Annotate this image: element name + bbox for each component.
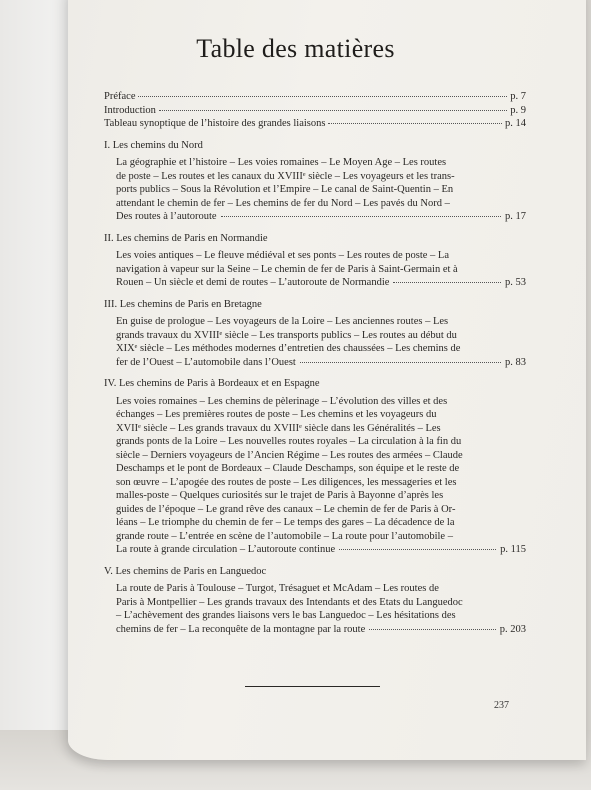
chapter-page: p. 17 [505,211,526,222]
toc-content [104,90,526,636]
summary-line: En guise de prologue – Les voyageurs de la Loire – Les anciennes routes – Les [116,316,449,327]
chapter-title[interactable]: II. Les chemins de Paris en Normandie [104,232,268,244]
chapter-section [104,139,526,224]
leader-dots [328,123,502,124]
summary-line: grands ponts de la Loire – Les nouvelles routes royales – La circulation à la fin du [116,436,462,447]
leader-dots [300,362,501,363]
summary-line: – L’achèvement des grandes liaisons vers le bas Languedoc – Les hésitations des [116,610,456,621]
summary-line: son œuvre – L’apogée des routes de poste – Les diligences, les messageries et les [116,476,457,488]
chapter-page: p. 203 [499,623,526,635]
summary-last-line[interactable] [116,276,526,290]
toc-entry-page: p. 9 [510,104,526,116]
chapter-summary [104,315,526,369]
chapter-page: p. 53 [505,277,526,288]
leader-dots [393,282,501,283]
chapter-section [104,565,526,637]
divider-rule [245,686,380,687]
leader-dots [138,96,507,97]
summary-line: attendant le chemin de fer – Les chemins de fer du Nord – Les pavés du Nord – [116,197,450,209]
toc-entry-label: Tableau synoptique de l’histoire des grandes liaisons [104,118,326,129]
chapter-title[interactable]: I. Les chemins du Nord [104,139,203,151]
leader-dots [369,629,495,630]
chapter-title[interactable]: III. Les chemins de Paris en Bretagne [104,298,262,310]
summary-line: siècle – Derniers voyageurs de l’Ancien Régime – Les routes des armées – Claude [116,449,463,461]
summary-line: XVIIᵉ siècle – Les grands travaux du XVIIIᵉ siècle dans les Généralités – Les [116,422,441,434]
summary-line: de poste – Les routes et les canaux du XVIIIᵉ siècle – Les voyageurs et les trans- [116,170,455,182]
summary-last-line[interactable] [116,356,526,370]
summary-line: Les voies romaines – Les chemins de pèlerinage – L’évolution des villes et des [116,395,448,407]
page-number: 237 [494,700,509,711]
summary-line: échanges – Les premières routes de poste – Les chemins et les voyageurs du [116,409,437,420]
summary-line: La géographie et l’histoire – Les voies romaines – Le Moyen Age – Les routes [116,157,447,168]
front-matter [104,90,526,131]
summary-last-line[interactable] [116,623,526,637]
summary-line: Deschamps et le pont de Bordeaux – Claude Deschamps, son équipe et le reste de [116,463,460,474]
summary-line: léans – Le triomphe du chemin de fer – Le temps des gares – La décadence de la [116,517,455,528]
toc-entry-preface[interactable] [104,90,526,104]
summary-line: grande route – L’entrée en scène de l’automobile – La route pour l’automobile – [116,530,453,542]
summary-last-line[interactable] [116,543,526,557]
summary-line: malles-poste – Quelques curiosités sur le trajet de Paris à Bayonne d’après les [116,490,444,501]
summary-line: Rouen – Un siècle et demi de routes – L’autoroute de Normandie [116,277,390,288]
summary-line: Des routes à l’autoroute [116,211,217,222]
summary-line: XIXᵉ siècle – Les méthodes modernes d’entretien des chaussées – Les chemins de [116,343,461,354]
summary-line: chemins de fer – La reconquête de la montagne par la route [116,623,366,635]
chapter-page: p. 115 [500,544,526,555]
summary-line: guides de l’époque – Le grand rêve des canaux – Le chemin de fer de Paris à Or- [116,503,456,515]
leader-dots [221,216,501,217]
page-title: Table des matières [196,34,395,63]
toc-entry-label: Préface [104,91,136,102]
summary-last-line[interactable] [116,210,526,224]
toc-entry-label: Introduction [104,104,156,116]
chapter-summary [104,395,526,557]
chapter-section [104,377,526,557]
chapter-page: p. 83 [505,356,526,368]
chapter-list [104,139,526,637]
summary-line: ports publics – Sous la Révolution et l’Empire – Le canal de Saint-Quentin – En [116,184,454,195]
summary-line: La route de Paris à Toulouse – Turgot, Trésaguet et McAdam – Les routes de [116,583,439,594]
toc-entry-page: p. 14 [505,118,526,129]
summary-line: fer de l’Ouest – L’automobile dans l’Ouest [116,356,296,368]
leader-dots [339,549,496,550]
summary-line: Paris à Montpellier – Les grands travaux des Intendants et des Etats du Languedoc [116,596,463,608]
chapter-summary [104,249,526,290]
chapter-section [104,232,526,290]
summary-line: La route à grande circulation – L’autoroute continue [116,544,336,555]
chapter-title[interactable]: V. Les chemins de Paris en Languedoc [104,565,267,577]
chapter-section [104,298,526,370]
toc-entry-page: p. 7 [510,91,526,102]
leader-dots [159,110,507,111]
summary-line: navigation à vapeur sur la Seine – Le chemin de fer de Paris à Saint-Germain et à [116,263,458,275]
summary-line: grands travaux du XVIIIᵉ siècle – Les transports publics – Les routes au début du [116,329,457,341]
toc-entry-tableau[interactable] [104,117,526,131]
chapter-title[interactable]: IV. Les chemins de Paris à Bordeaux et en Espagne [104,378,320,389]
summary-line: Les voies antiques – Le fleuve médiéval et ses ponts – Les routes de poste – La [116,250,449,261]
chapter-summary [104,156,526,224]
toc-entry-introduction[interactable] [104,104,526,118]
chapter-summary [104,582,526,636]
